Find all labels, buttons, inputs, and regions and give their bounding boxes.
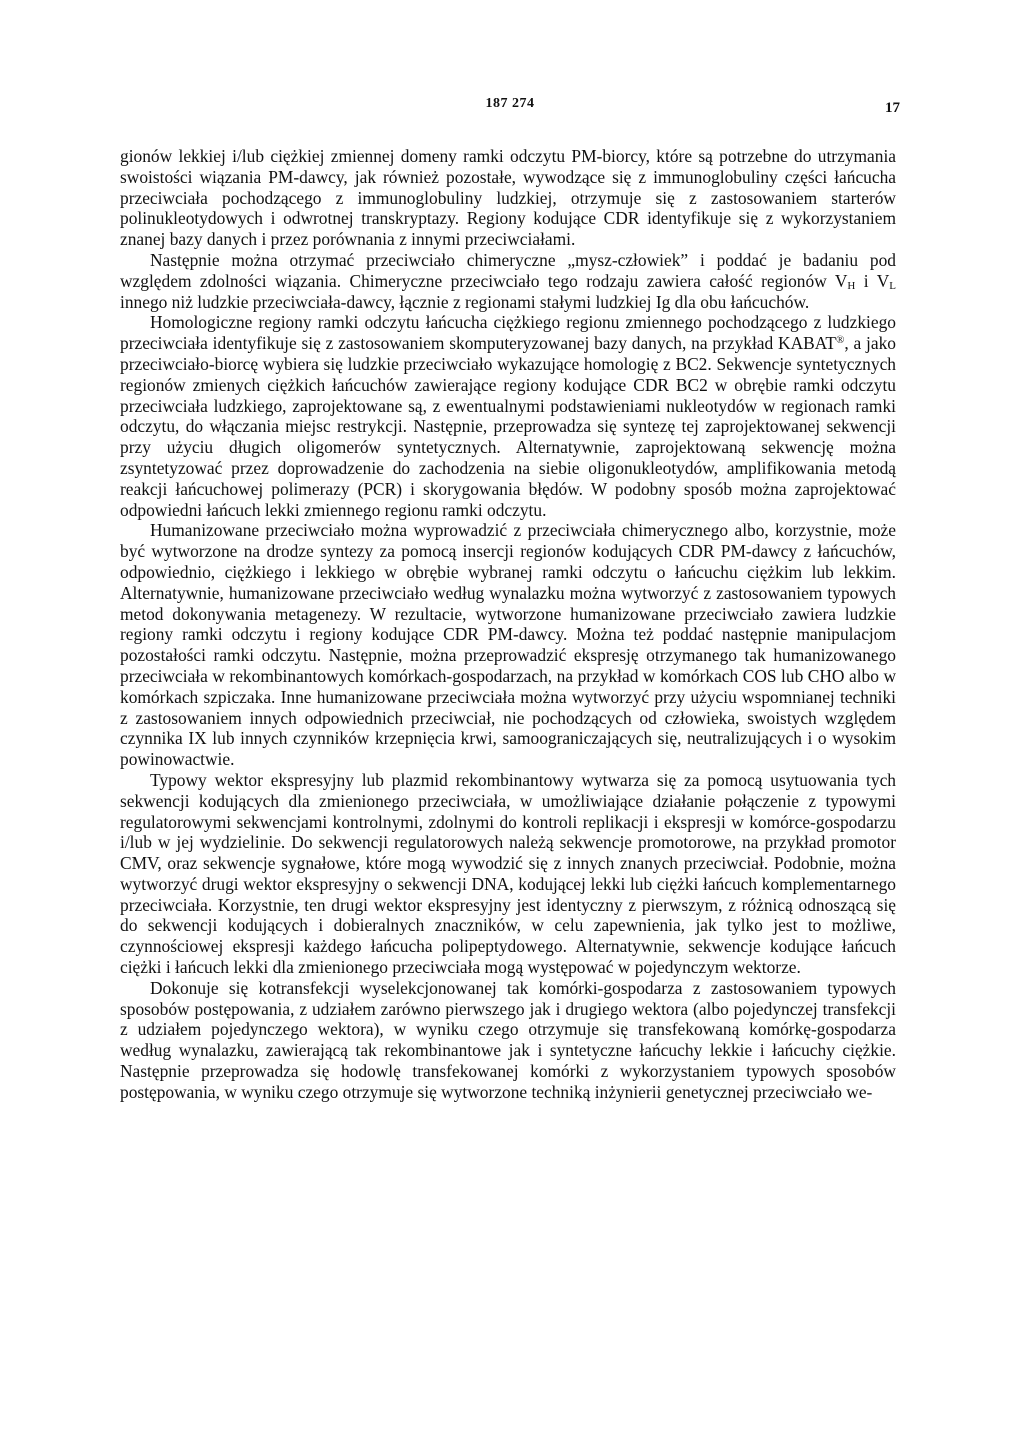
text-run: Następnie można otrzymać przeciwciało chimeryczne „mysz-człowiek” i poddać je badaniu pod względem zdolności wiązania. Chimeryczne przeciwciało tego rodzaju zawiera całość regionów V <box>120 249 896 291</box>
text-run: , a jako przeciwciało-biorcę wybiera się ludzkie przeciwciało wykazujące homologię z BC2. Sekwencje syntetycznych regionów zmienych ciężkich łańcuchów zawierające regiony kodujące CDR BC2 w obrębie ramki odczytu przeciwciała ludzkiego, zaprojektowane są, z ewentualnymi podstawieniami nukleotydów w regionach ramki odczytu, do włączania miejsc restrykcji. Następnie, przeprowadza się syntezę tej zaprojektowanej sekwencji przy użyciu długich oligomerów syntetycznych. Alternatywnie, zaprojektowaną sekwencję można zsyntetyzować przez doprowadzenie do zachodzenia na siebie oligonukleotydów, amplifikowania metodą reakcji łańcuchowej polimerazy (PCR) i skorygowania błędów. W podobny sposób można zaprojektować odpowiedni łańcuch lekki zmiennego regionu ramki odczytu. <box>120 333 896 520</box>
text-run: i V <box>855 270 890 291</box>
subscript: L <box>889 279 896 292</box>
paragraph: Dokonuje się kotransfekcji wyselekcjonowanej tak komórki-gospodarza z zastosowaniem typowych sposobów postępowania, z udziałem zarówno pierwszego jak i drugiego wektora (albo pojedynczej transfekcji z udziałem pojedynczego wektora), w wyniku czego otrzymuje się transfekowaną komórkę-gospodarza według wynalazku, zawierającą tak rekombinantowe jak i syntetyczne łańcuchy lekkie i łańcuchy ciężkie. Następnie przeprowadza się hodowlę transfekowanej komórki z wykorzystaniem typowych sposobów postępowania, w wyniku czego otrzymuje się wytworzone techniką inżynierii genetycznej przeciwciało we- <box>120 977 896 1102</box>
paragraph: gionów lekkiej i/lub ciężkiej zmiennej domeny ramki odczytu PM-biorcy, które są potrzebne do utrzymania swoistości wiązania PM-dawcy, jak również pozostałe, wywodzące się z immunoglobuliny części łańcucha przeciwciała pochodzącego z immunoglobuliny ludzkiej, otrzymuje się z zastosowaniem starterów polinukleotydowych i odwrotnej transkryptazy. Regiony kodujące CDR identyfikuje się z wykorzystaniem znanej bazy danych i przez porównania z innymi przeciwciałami. <box>120 146 896 250</box>
paragraph <box>120 250 896 312</box>
paragraph: Humanizowane przeciwciało można wyprowadzić z przeciwciała chimerycznego albo, korzystnie, może być wytworzone na drodze syntezy za pomocą insercji regionów kodujących CDR PM-dawcy z łańcuchów, odpowiednio, ciężkiego i lekkiego w obrębie wybranej ramki odczytu o łańcuchu ciężkim lub lekkim. Alternatywnie, humanizowane przeciwciało według wynalazku można wytworzyć z zastosowaniem typowych metod dokonywania metagenezy. W rezultacie, wytworzone humanizowane przeciwciało zawiera ludzkie regiony ramki odczytu i regiony kodujące CDR PM-dawcy. Można też poddać następnie manipulacjom pozostałości ramki odczytu. Następnie, można przeprowadzić ekspresję otrzymanego tak humanizowanego przeciwciała w rekombinantowych komórkach-gospodarzach, na przykład w komórkach COS lub CHO albo w komórkach szpiczaka. Inne humanizowane przeciwciała można wytworzyć przy użyciu wspomnianej techniki z zastosowaniem innych odpowiednich przeciwciał, nie pochodzących od człowieka, swoistych względem czynnika IX lub innych czynników krzepnięcia krwi, samoograniczających się, neutralizujących i o wysokim powinowactwie. <box>120 520 896 770</box>
body-text <box>120 146 896 1103</box>
subscript: H <box>847 279 856 292</box>
paragraph: Typowy wektor ekspresyjny lub plazmid rekombinantowy wytwarza się za pomocą usytuowania tych sekwencji kodujących dla zmienionego przeciwciała, w umożliwiające działanie połączenie z typowymi regulatorowymi sekwencjami kontrolnymi, zdolnymi do kontroli replikacji i ekspresji w komórce-gospodarzu i/lub w jej wydzielinie. Do sekwencji regulatorowych należą sekwencje promotorowe, na przykład promotor CMV, oraz sekwencje sygnałowe, które mogą wywodzić się z innych znanych przeciwciał. Podobnie, można wytworzyć drugi wektor ekspresyjny o sekwencji DNA, kodującej lekki lub ciężki łańcuch komplementarnego przeciwciała. Korzystnie, ten drugi wektor ekspresyjny jest identyczny z pierwszym, z różnicą odnoszącą się do sekwencji kodujących i dobieralnych znaczników, w celu zapewnienia, jak tylko jest to możliwe, czynnościowej ekspresji każdego łańcucha polipeptydowego. Alternatywnie, sekwencje kodujące łańcuch ciężki i łańcuch lekki dla zmienionego przeciwciała mogą występować w pojedynczym wektorze. <box>120 769 896 978</box>
text-run: innego niż ludzkie przeciwciała-dawcy, łącznie z regionami stałymi ludzkiej Ig dla obu łańcuchów. <box>120 291 810 312</box>
patent-number: 187 274 <box>485 96 535 111</box>
registered-mark: ® <box>836 334 845 347</box>
paragraph <box>120 312 896 520</box>
page-number: 17 <box>885 100 900 116</box>
text-run: Homologiczne regiony ramki odczytu łańcucha ciężkiego regionu zmiennego pochodzącego z ludzkiego przeciwciała identyfikuje się z zastosowaniem skomputeryzowanej bazy danych, na przykład KABAT <box>120 312 896 354</box>
page-header <box>120 94 900 118</box>
